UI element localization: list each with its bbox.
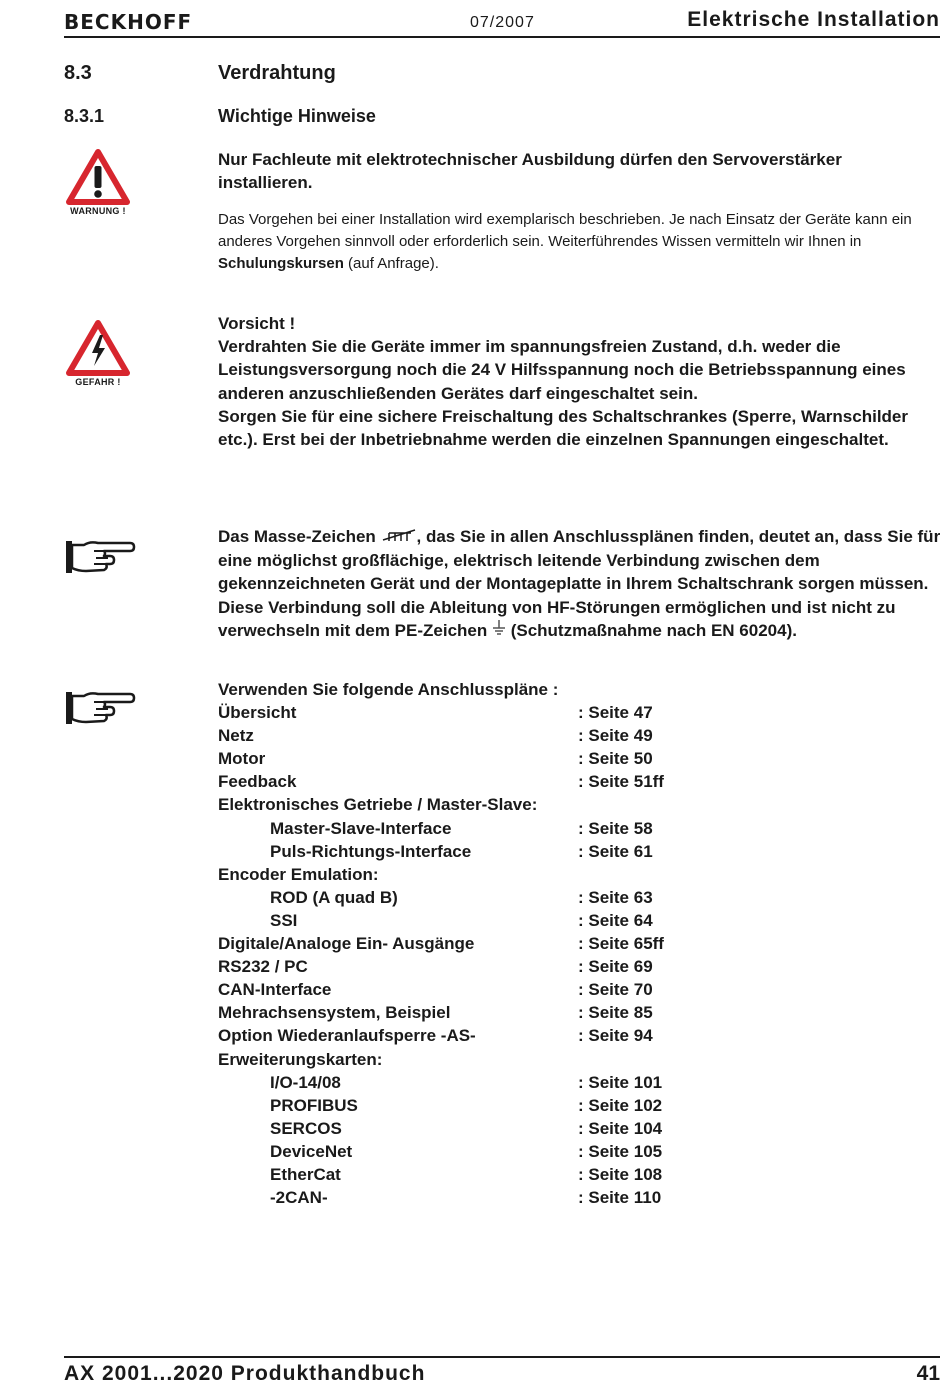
- header-date: 07/2007: [470, 14, 535, 31]
- toc-row-label: -2CAN-: [270, 1188, 328, 1208]
- note-ground-part2: , das Sie in allen Anschlussplänen finden, deutet an, dass Sie für eine möglichst großflächige, elektrisch leitende Verbindung zwischen dem gekennzeichneten Gerät und der Montageplatte in Ihrem Schaltschrank sorgen müssen. Diese Verbindung soll die Ableitung von HF-Störungen ermöglichen und ist nicht zu verwechseln mit dem PE-Zeichen: [218, 527, 941, 640]
- danger-heading: Vorsicht !: [218, 314, 296, 333]
- page-number: 41: [916, 1362, 940, 1385]
- subsection-number: 8.3.1: [64, 106, 105, 126]
- toc-row: [218, 817, 918, 840]
- toc-row-label: DeviceNet: [270, 1141, 353, 1161]
- toc-row: [218, 1186, 918, 1209]
- toc-row-page: : Seite 70: [578, 980, 653, 1000]
- toc-row-page: : Seite 49: [578, 726, 653, 746]
- toc-row-page: : Seite 85: [578, 1003, 653, 1023]
- toc-row: [218, 1024, 918, 1047]
- high-voltage-triangle-icon: [66, 320, 130, 381]
- toc-row: [218, 932, 918, 955]
- toc-row-page: : Seite 105: [578, 1141, 663, 1161]
- chassis-ground-icon: [381, 526, 417, 549]
- warning-triangle-icon: [66, 149, 130, 210]
- note-ground-part3: (Schutzmaßnahme nach EN 60204).: [505, 620, 797, 640]
- toc-row-label: Digitale/Analoge Ein- Ausgänge: [218, 934, 475, 954]
- toc-row-page: : Seite 104: [578, 1118, 663, 1138]
- section-number: 8.3: [64, 62, 92, 84]
- toc-row-page: : Seite 63: [578, 887, 653, 907]
- toc-row: [218, 1140, 918, 1163]
- warning-paragraph-text: Das Vorgehen bei einer Installation wird exemplarisch beschrieben. Je nach Einsatz der Geräte kann ein anderes Vorgehen sinnvoll oder erforderlich sein. Weiterführendes Wissen vermitteln wir Ihnen in: [218, 211, 912, 250]
- pointing-hand-icon-2: [64, 688, 136, 733]
- toc-row: [218, 1048, 918, 1071]
- pointing-hand-icon: [64, 537, 136, 582]
- toc-row-page: : Seite 102: [578, 1095, 663, 1115]
- toc-row: [218, 909, 918, 932]
- toc-row-label: PROFIBUS: [270, 1095, 358, 1115]
- toc-row-page: : Seite 65ff: [578, 934, 664, 954]
- toc-row-page: : Seite 94: [578, 1026, 653, 1046]
- danger-label: GEFAHR !: [75, 377, 121, 387]
- toc-row-page: : Seite 69: [578, 957, 653, 977]
- toc-row-label: CAN-Interface: [218, 980, 332, 1000]
- training-courses-text: Schulungskursen: [218, 255, 344, 272]
- header-section-title: Elektrische Installation: [687, 8, 940, 31]
- toc-row-label: Netz: [218, 726, 254, 746]
- toc-row: [218, 770, 918, 793]
- toc-intro-text: Verwenden Sie folgende Anschlusspläne :: [218, 680, 559, 699]
- subsection-title: Wichtige Hinweise: [218, 106, 376, 126]
- warning-bold-text: Nur Fachleute mit elektrotechnischer Ausbildung dürfen den Servoverstärker installieren.: [218, 150, 842, 193]
- danger-text: [218, 312, 940, 451]
- section-title: Verdrahtung: [218, 62, 336, 84]
- toc-row-page: : Seite 108: [578, 1164, 663, 1184]
- toc-row-page: : Seite 58: [578, 818, 653, 838]
- toc-row: [218, 793, 918, 816]
- page-footer: [64, 1356, 940, 1390]
- toc-row: [218, 840, 918, 863]
- toc-row-label: Puls-Richtungs-Interface: [270, 841, 472, 861]
- connection-diagram-list: [218, 678, 918, 1209]
- toc-row-label: Master-Slave-Interface: [270, 818, 452, 838]
- page-header: [64, 8, 940, 38]
- warning-paragraph-end: (auf Anfrage).: [343, 255, 439, 272]
- toc-row-page: : Seite 64: [578, 910, 653, 930]
- toc-row: [218, 1071, 918, 1094]
- toc-row-label: SSI: [270, 910, 298, 930]
- warning-label: WARNUNG !: [70, 206, 126, 216]
- toc-row-page: : Seite 61: [578, 841, 653, 861]
- toc-row: [218, 886, 918, 909]
- danger-line-1: Verdrahten Sie die Geräte immer im spannungsfreien Zustand, d.h. weder die Leistungsversorgung noch die 24 V Hilfsspannung noch die Betriebsspannung eines anderen anzuschließenden Gerätes darf eingeschaltet sein.: [218, 337, 906, 403]
- warning-paragraph: [218, 209, 940, 275]
- toc-row-label: Elektronisches Getriebe / Master-Slave:: [218, 795, 538, 815]
- toc-row: [218, 955, 918, 978]
- toc-row: [218, 1117, 918, 1140]
- toc-row-page: : Seite 47: [578, 703, 653, 723]
- toc-row: [218, 1094, 918, 1117]
- brand-logo: BECKHOFF: [64, 10, 193, 34]
- toc-row: [218, 863, 918, 886]
- toc-row-label: EtherCat: [270, 1164, 341, 1184]
- toc-row-label: Encoder Emulation:: [218, 864, 379, 884]
- toc-row-label: Feedback: [218, 772, 297, 792]
- toc-row-label: I/O-14/08: [270, 1072, 341, 1092]
- toc-row: [218, 701, 918, 724]
- toc-row-label: Option Wiederanlaufsperre -AS-: [218, 1026, 476, 1046]
- toc-row: [218, 1001, 918, 1024]
- toc-row-label: Motor: [218, 749, 266, 769]
- toc-row: [218, 724, 918, 747]
- earth-ground-icon: [492, 619, 506, 643]
- toc-row-label: ROD (A quad B): [270, 887, 398, 907]
- toc-row-label: RS232 / PC: [218, 957, 308, 977]
- footer-title: AX 2001...2020 Produkthandbuch: [64, 1362, 426, 1385]
- toc-row-page: : Seite 51ff: [578, 772, 664, 792]
- toc-row-page: : Seite 110: [578, 1188, 662, 1208]
- toc-row-label: Erweiterungskarten:: [218, 1049, 383, 1069]
- toc-row-label: Übersicht: [218, 703, 297, 723]
- danger-line-2: Sorgen Sie für eine sichere Freischaltung des Schaltschrankes (Sperre, Warnschilder etc.). Erst bei der Inbetriebnahme werden die einzelnen Spannungen eingeschaltet.: [218, 406, 909, 450]
- toc-row-page: : Seite 101: [578, 1072, 663, 1092]
- toc-row-label: Mehrachsensystem, Beispiel: [218, 1003, 451, 1023]
- toc-row: [218, 1163, 918, 1186]
- toc-intro: [218, 678, 918, 701]
- toc-row: [218, 747, 918, 770]
- toc-row-page: : Seite 50: [578, 749, 653, 769]
- toc-row-label: SERCOS: [270, 1118, 342, 1138]
- note-ground-part1: Das Masse-Zeichen: [218, 527, 381, 546]
- note-ground-text: [218, 525, 942, 643]
- toc-row: [218, 978, 918, 1001]
